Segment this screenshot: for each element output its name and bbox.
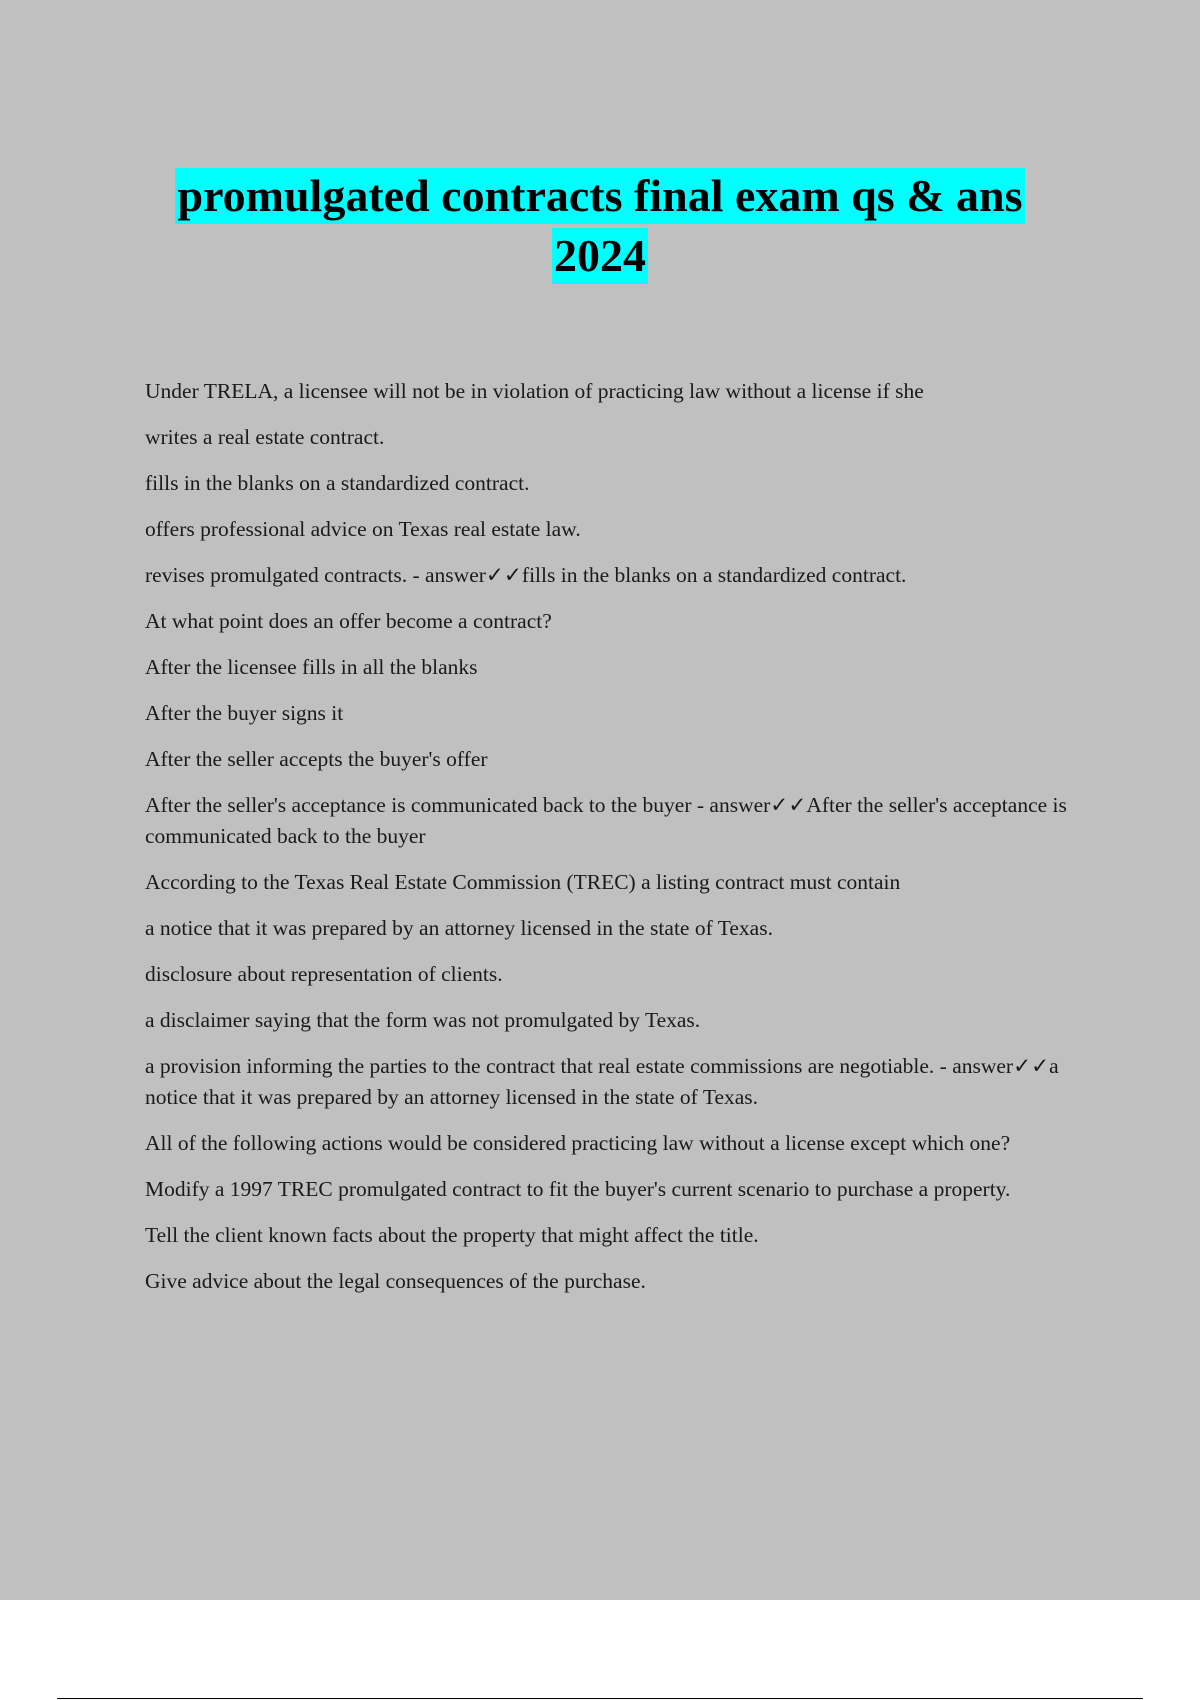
- paragraph: writes a real estate contract.: [145, 425, 385, 449]
- paragraph: a notice that it was prepared by an attorney licensed in the state of Texas.: [145, 916, 773, 940]
- paragraph: After the licensee fills in all the blanks: [145, 655, 478, 679]
- paragraph: After the seller accepts the buyer's offer: [145, 747, 488, 771]
- paragraph: After the seller's acceptance is communicated back to the buyer - answer✓✓After the seller's acceptance is communicated back to the buyer: [145, 793, 1067, 848]
- paragraph: a provision informing the parties to the contract that real estate commissions are negotiable. - answer✓✓a notice that it was prepared by an attorney licensed in the state of Texas.: [145, 1054, 1059, 1109]
- title-line-2: 2024: [552, 228, 648, 284]
- paragraph: offers professional advice on Texas real estate law.: [145, 517, 581, 541]
- document-title: [0, 168, 1200, 284]
- paragraph: At what point does an offer become a contract?: [145, 609, 552, 633]
- paragraph: revises promulgated contracts. - answer✓✓fills in the blanks on a standardized contract.: [145, 563, 907, 587]
- title-line-1: promulgated contracts final exam qs & ans: [175, 168, 1024, 224]
- paragraph: fills in the blanks on a standardized contract.: [145, 471, 530, 495]
- paragraph: a disclaimer saying that the form was not promulgated by Texas.: [145, 1008, 701, 1032]
- footer-divider: [57, 1698, 1143, 1699]
- paragraph: Give advice about the legal consequences of the purchase.: [145, 1269, 646, 1293]
- paragraph: Under TRELA, a licensee will not be in violation of practicing law without a license if she: [145, 379, 924, 403]
- paragraph: disclosure about representation of clients.: [145, 962, 503, 986]
- paragraph: Modify a 1997 TREC promulgated contract to fit the buyer's current scenario to purchase a property.: [145, 1177, 1011, 1201]
- paragraph: All of the following actions would be considered practicing law without a license except which one?: [145, 1131, 1011, 1155]
- paragraph: After the buyer signs it: [145, 701, 344, 725]
- paragraph: According to the Texas Real Estate Commission (TREC) a listing contract must contain: [145, 870, 901, 894]
- document-body: [145, 376, 1075, 1312]
- paragraph: Tell the client known facts about the property that might affect the title.: [145, 1223, 759, 1247]
